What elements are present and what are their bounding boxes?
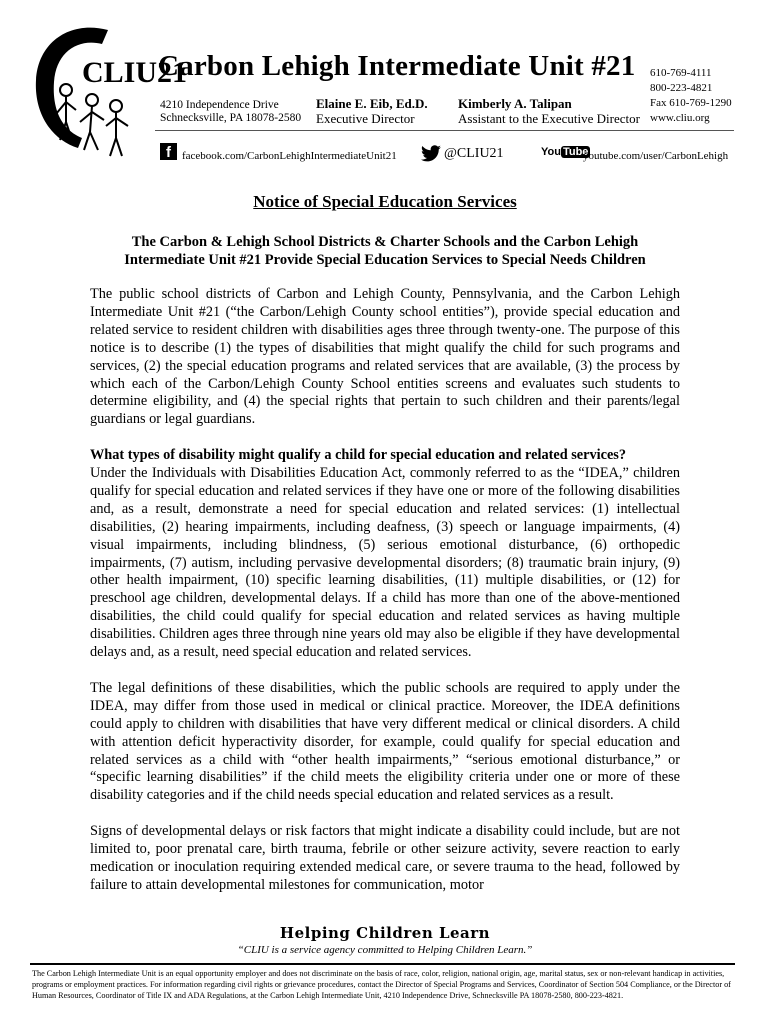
header-divider [155, 130, 734, 131]
phone-2: 800-223-4821 [650, 82, 713, 94]
assistant-name: Kimberly A. Talipan [458, 96, 572, 111]
footer-divider [30, 963, 735, 965]
phone-1: 610-769-4111 [650, 67, 712, 79]
paragraph-developmental-delays: Signs of developmental delays or risk factors that might indicate a disability could include, but are not limited to, poor prenatal care, birth trauma, febrile or other seizure activity, severe reaction to early medication or inoculation requiring extended medical care, or severe trauma to the head, followed by failure to attain developmental milestones for communication, motor [90, 823, 680, 893]
question-heading: What types of disability might qualify a child for special education and related services? [90, 447, 627, 464]
twitter-icon [420, 145, 442, 163]
website-link[interactable]: www.cliu.org [650, 112, 710, 124]
facebook-link[interactable]: facebook.com/CarbonLehighIntermediateUnit21 [182, 150, 397, 162]
address-line-1: 4210 Independence Drive [160, 99, 279, 111]
fax: Fax 610-769-1290 [650, 97, 732, 109]
paragraph-legal-definitions: The legal definitions of these disabilities, which the public schools are required to apply under the IDEA, may differ from those used in medical or clinical practice. Moreover, the IDEA definitions could apply to children with disabilities that have very different medical or clinical disorders. A child with attention deficit hyperactivity disorder, for example, could qualify for special education and related services as a child with “other health impairments,” “serious emotional disturbance,” or “specific learning disabilities” if the child meets the eligibility criteria under one or more of these disability categories and if the child needs special education and related services as a result. [90, 679, 680, 804]
youtube-link[interactable]: youtube.com/user/CarbonLehigh [583, 150, 729, 162]
facebook-icon: f [160, 143, 177, 160]
footer-tagline: “CLIU is a service agency committed to Helping Children Learn.” [237, 944, 533, 956]
logo-monogram: CLIU21 [82, 56, 188, 89]
address-line-2: Schnecksville, PA 18078-2580 [160, 112, 302, 124]
director-name: Elaine E. Eib, Ed.D. [316, 96, 428, 111]
footer-slogan: Helping Children Learn [279, 924, 491, 942]
director-title: Executive Director [316, 111, 415, 126]
notice-subheading: The Carbon & Lehigh School Districts & Charter Schools and the Carbon Lehigh Intermediate Unit #21 Provide Special Education Services to Special Needs Children [124, 234, 646, 268]
contact-block [650, 66, 732, 126]
notice-title: Notice of Special Education Services [253, 192, 517, 211]
footer-disclaimer: The Carbon Lehigh Intermediate Unit is an equal opportunity employer and does not discriminate on the basis of race, color, religion, national origin, age, marital status, sex or non-relevant handicap in activities, programs or employment practices. For information regarding civil rights or grievance procedures, contact the Director of Special Programs and Services, Coordinator of Section 504 Compliance, or the Director of Human Resources, Coordinator of Title IX and ADA Regulations, at the Carbon Lehigh Intermediate Unit, 4210 Independence Drive, Schnecksville PA 18078-2580, 800-223-4821. [32, 969, 731, 1000]
assistant-title: Assistant to the Executive Director [458, 111, 640, 126]
paragraph-intro: The public school districts of Carbon and Lehigh County, Pennsylvania, and the Carbon Lehigh Intermediate Unit #21 (“the Carbon/Lehigh County school entities”), provide special education and related service to resident children with disabilities ages three through twenty-one. The purpose of this notice is to describe (1) the types of disabilities that might qualify the child for such programs and services, (2) the special education programs and related services that are available, (3) the process by which each of the Carbon/Lehigh County School entities screens and evaluates such students to determine eligibility, and (4) the special rights that pertain to such children and their parents/legal guardians or legal guardians. [90, 286, 680, 428]
youtube-logo-tube: Tube [562, 146, 589, 158]
notice-body [90, 286, 680, 930]
cliu-logo [30, 22, 188, 172]
paragraph-disabilities: Under the Individuals with Disabilities Education Act, commonly referred to as the “IDEA,” children qualify for special education and related services if they have one or more of the following disabilities and, as a result, demonstrate a need for special education and related services: (1) intellectual disabilities, (2) hearing impairments, including deafness, (3) speech or language impairments, (4) visual impairments, including blindness, (5) serious emotional disturbance, (6) orthopedic impairments, (7) autism, including pervasive developmental disorders; (8) traumatic brain injury, (9) other health impairment, (10) specific learning disabilities, (11) multiple disabilities, or (12) for preschool age children, developmental delays. If a child has more than one of the above-mentioned disabilities, the child could qualify for special education and related services as having multiple disabilities. Children ages three through nine years old may also be eligible if they have developmental delays and, as a result, need special education and related services. [90, 465, 680, 661]
youtube-logo-you: You [541, 146, 561, 158]
org-title: Carbon Lehigh Intermediate Unit #21 [158, 50, 636, 82]
twitter-handle[interactable]: @CLIU21 [444, 146, 504, 161]
